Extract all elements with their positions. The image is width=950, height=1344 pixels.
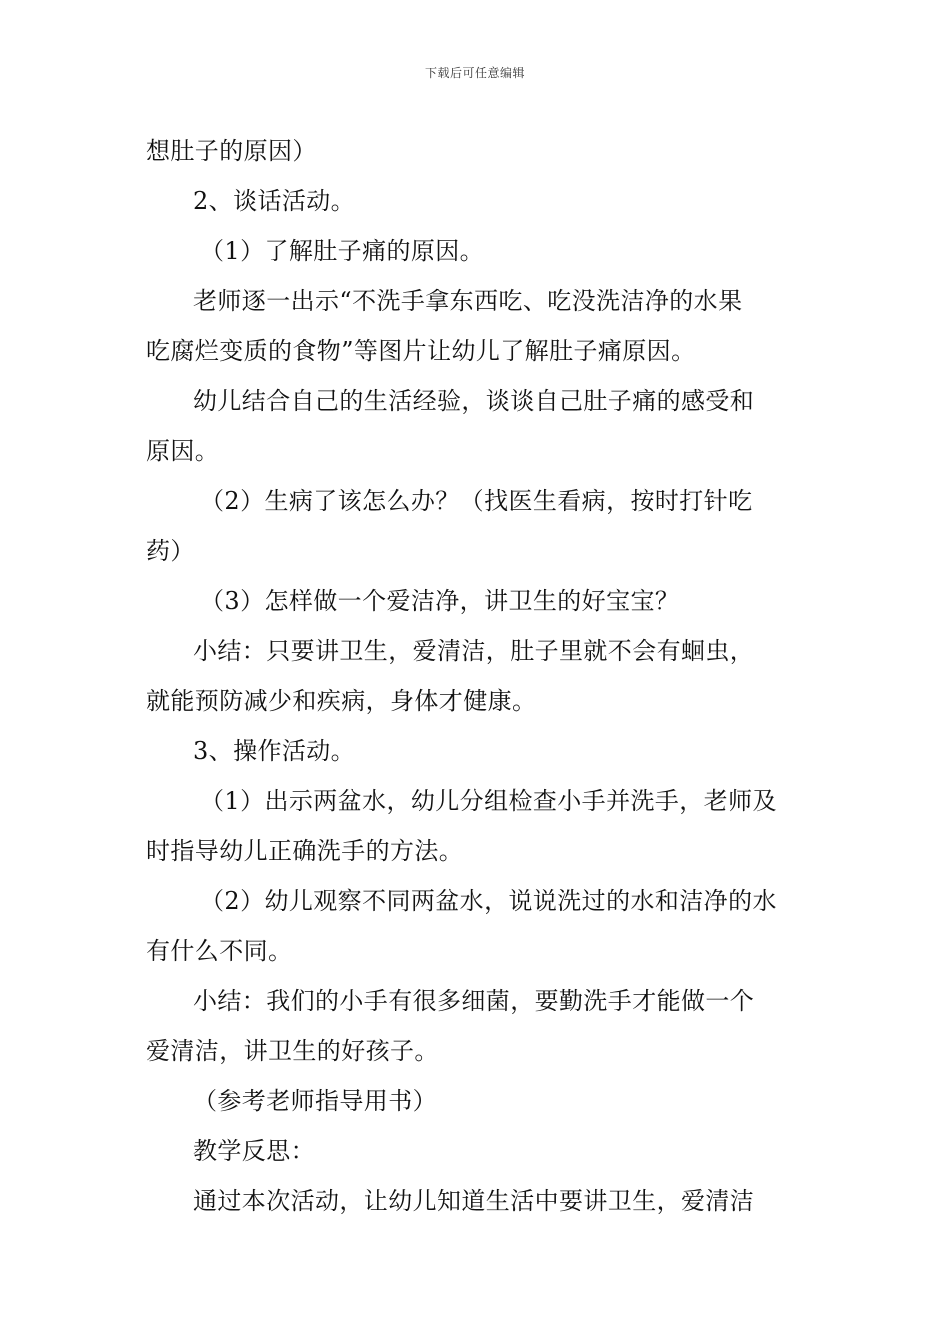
- page-header: 下载后可任意编辑: [424, 66, 525, 80]
- paragraph-line: 就能预防减少和疾病，身体才健康。: [146, 687, 537, 715]
- paragraph-line: （1）出示两盆水，幼儿分组检查小手并洗手，老师及: [200, 787, 777, 815]
- paragraph-line: （参考老师指导用书）: [193, 1087, 437, 1115]
- paragraph-line: （3）怎样做一个爱洁净，讲卫生的好宝宝？: [200, 587, 680, 615]
- paragraph-line: 爱清洁，讲卫生的好孩子。: [146, 1037, 439, 1065]
- paragraph-line: 老师逐一出示“不洗手拿东西吃、吃没洗洁净的水果: [193, 287, 743, 315]
- paragraph-line: （2）幼儿观察不同两盆水，说说洗过的水和洁净的水: [200, 887, 777, 915]
- paragraph-line: 幼儿结合自己的生活经验，谈谈自己肚子痛的感受和: [193, 387, 755, 415]
- paragraph-line: 药）: [146, 537, 195, 565]
- paragraph-line: 时指导幼儿正确洗手的方法。: [146, 837, 464, 865]
- section-heading: 2、谈话活动。: [193, 187, 356, 215]
- section-heading: 3、操作活动。: [193, 737, 356, 765]
- paragraph-line: 吃腐烂变质的食物”等图片让幼儿了解肚子痛原因。: [146, 337, 696, 365]
- paragraph-line: 小结：我们的小手有很多细菌，要勤洗手才能做一个: [193, 987, 755, 1015]
- paragraph-line: 有什么不同。: [146, 937, 293, 965]
- paragraph-line: 小结：只要讲卫生，爱清洁，肚子里就不会有蛔虫，: [193, 637, 755, 665]
- document-body: [146, 126, 806, 1226]
- paragraph-line: （1）了解肚子痛的原因。: [200, 237, 485, 265]
- paragraph-line: 想肚子的原因）: [146, 137, 317, 165]
- section-heading: 教学反思：: [193, 1137, 315, 1165]
- paragraph-line: （2）生病了该怎么办？（找医生看病，按时打针吃: [200, 487, 753, 515]
- paragraph-line: 通过本次活动，让幼儿知道生活中要讲卫生，爱清洁: [193, 1187, 755, 1215]
- paragraph-line: 原因。: [146, 437, 220, 465]
